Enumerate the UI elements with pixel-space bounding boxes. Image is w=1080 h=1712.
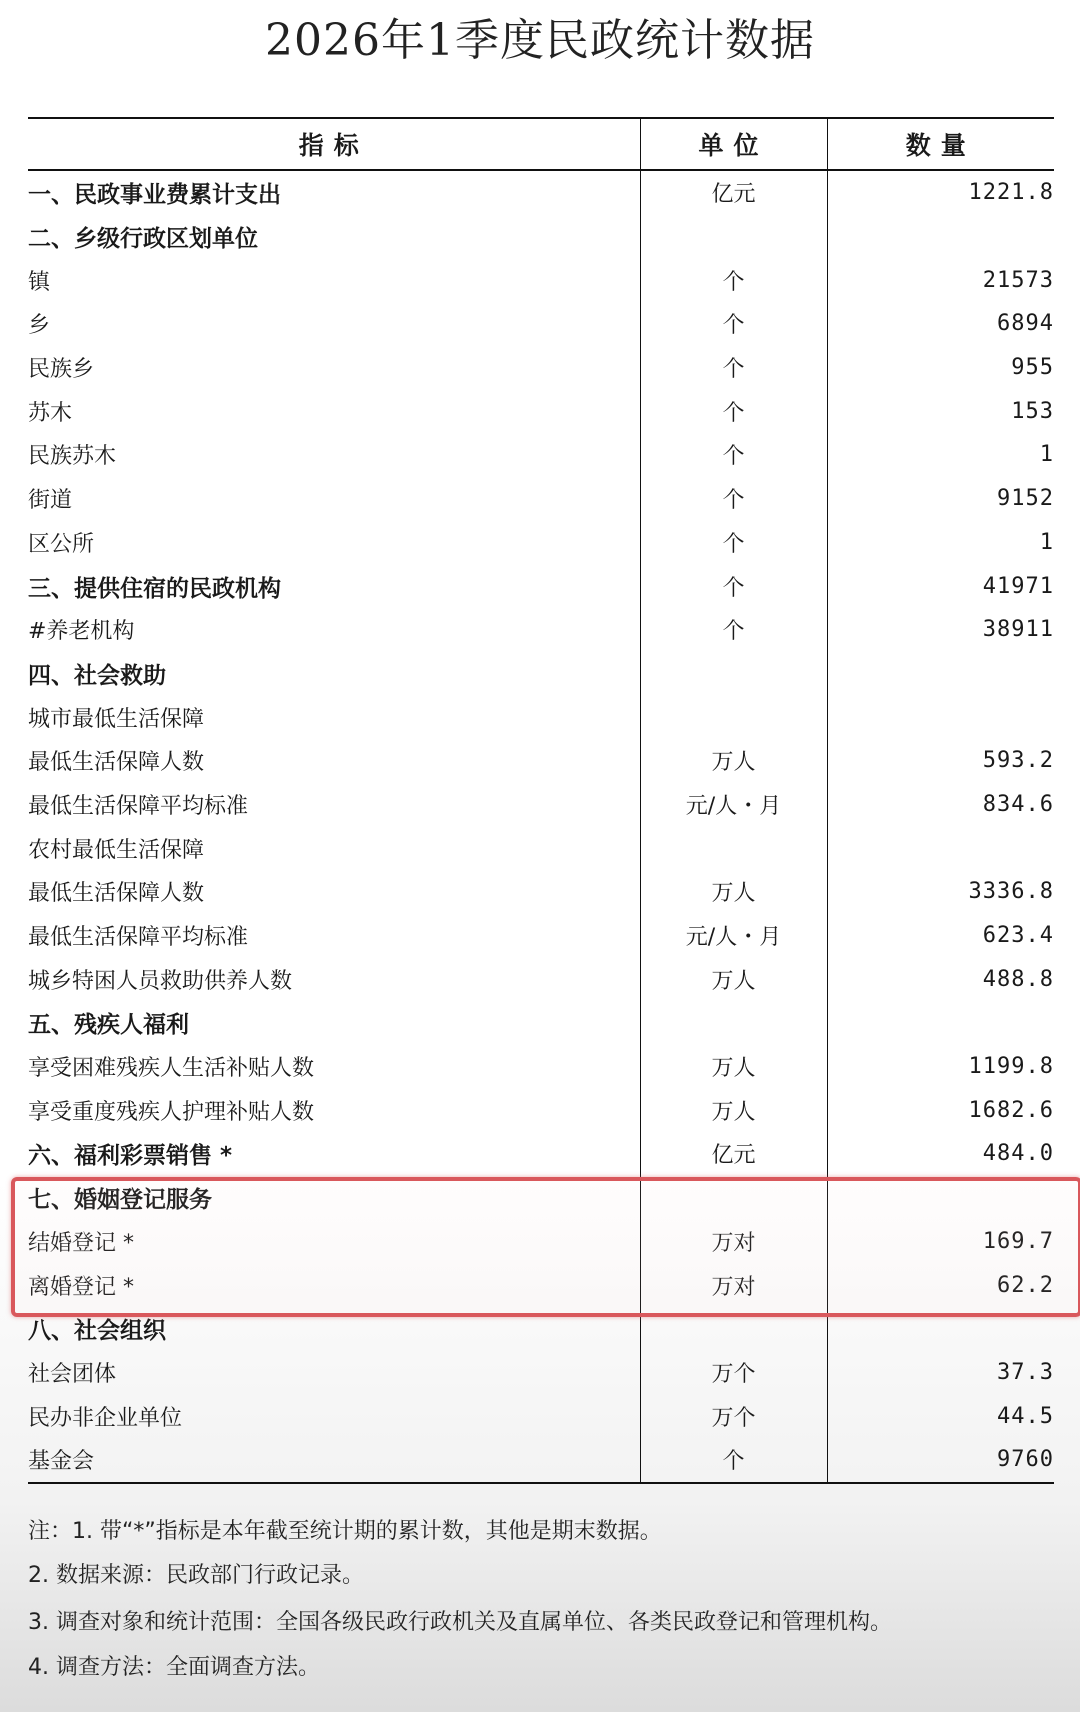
table-row (28, 957, 1054, 1001)
header-unit: 单位 (640, 118, 827, 170)
table-row (28, 826, 1054, 870)
table-row (28, 652, 1054, 696)
indicator-cell: 农村最低生活保障 (28, 837, 205, 863)
indicator-cell: 最低生活保障人数 (28, 881, 205, 907)
unit-cell: 万对 (640, 1263, 827, 1307)
page-title: 2026年1季度民政统计数据 (265, 15, 815, 66)
value-cell: 1 (827, 433, 1054, 477)
value-cell: 62.2 (827, 1263, 1054, 1307)
unit-cell (640, 1307, 827, 1351)
table-body (28, 170, 1054, 1483)
table-row (28, 477, 1054, 521)
indicator-cell: 城市最低生活保障 (28, 706, 205, 732)
unit-cell (640, 1176, 827, 1220)
value-cell (827, 1307, 1054, 1351)
table-row (28, 564, 1054, 608)
indicator-cell: 二、乡级行政区划单位 (28, 226, 258, 253)
value-cell (827, 1001, 1054, 1045)
unit-cell: 个 (640, 564, 827, 608)
unit-cell (640, 826, 827, 870)
value-cell: 593.2 (827, 739, 1054, 783)
value-cell (827, 695, 1054, 739)
header-indicator: 指标 (28, 118, 640, 170)
indicator-cell: 最低生活保障平均标准 (28, 925, 249, 951)
indicator-cell: 一、民政事业费累计支出 (28, 182, 281, 209)
header-amount: 数量 (827, 118, 1054, 170)
value-cell: 484.0 (827, 1132, 1054, 1176)
table-row (28, 1176, 1054, 1220)
value-cell: 37.3 (827, 1351, 1054, 1395)
table-row (28, 302, 1054, 346)
table-row (28, 1307, 1054, 1351)
unit-cell: 万个 (640, 1351, 827, 1395)
table-row (28, 1001, 1054, 1045)
value-cell (827, 1176, 1054, 1220)
table-row (28, 1088, 1054, 1132)
table-row (28, 870, 1054, 914)
table-row (28, 608, 1054, 652)
unit-cell: 亿元 (640, 170, 827, 215)
value-cell: 41971 (827, 564, 1054, 608)
table-row (28, 521, 1054, 565)
unit-cell: 亿元 (640, 1132, 827, 1176)
indicator-cell: 六、福利彩票销售 * (28, 1143, 233, 1170)
value-cell (827, 826, 1054, 870)
table-row (28, 1438, 1054, 1483)
unit-cell (640, 215, 827, 259)
value-cell: 38911 (827, 608, 1054, 652)
value-cell: 153 (827, 389, 1054, 433)
value-cell (827, 215, 1054, 259)
table-row (28, 1263, 1054, 1307)
table-header-row (28, 118, 1054, 170)
table-row (28, 1132, 1054, 1176)
value-cell: 1199.8 (827, 1045, 1054, 1089)
indicator-cell: 基金会 (28, 1449, 95, 1475)
indicator-cell: 民族乡 (28, 357, 95, 383)
unit-cell: 万人 (640, 957, 827, 1001)
unit-cell: 个 (640, 302, 827, 346)
unit-cell: 个 (640, 477, 827, 521)
indicator-cell: 苏木 (28, 400, 73, 426)
unit-cell: 个 (640, 258, 827, 302)
note-3: 3. 调查对象和统计范围：全国各级民政行政机关及直属单位、各类民政登记和管理机构。 (28, 1610, 892, 1635)
value-cell: 1 (827, 521, 1054, 565)
indicator-cell: 离婚登记 * (28, 1274, 134, 1300)
value-cell: 834.6 (827, 783, 1054, 827)
table-row (28, 346, 1054, 390)
unit-cell (640, 695, 827, 739)
unit-cell: 万人 (640, 1088, 827, 1132)
value-cell: 623.4 (827, 914, 1054, 958)
indicator-cell: 街道 (28, 488, 73, 514)
table-row (28, 215, 1054, 259)
table-row (28, 258, 1054, 302)
indicator-cell: 城乡特困人员救助供养人数 (28, 968, 293, 994)
indicator-cell: 最低生活保障平均标准 (28, 793, 249, 819)
table-row (28, 739, 1054, 783)
table-row (28, 783, 1054, 827)
value-cell: 955 (827, 346, 1054, 390)
value-cell: 44.5 (827, 1394, 1054, 1438)
unit-cell (640, 1001, 827, 1045)
indicator-cell: 享受困难残疾人生活补贴人数 (28, 1056, 315, 1082)
unit-cell: 元/人・月 (640, 914, 827, 958)
value-cell: 488.8 (827, 957, 1054, 1001)
unit-cell: 元/人・月 (640, 783, 827, 827)
unit-cell: 万人 (640, 1045, 827, 1089)
indicator-cell: 八、社会组织 (28, 1318, 166, 1345)
table-row (28, 1351, 1054, 1395)
table-row (28, 433, 1054, 477)
indicator-cell: 乡 (28, 313, 51, 339)
indicator-cell: 民办非企业单位 (28, 1405, 183, 1431)
table-row (28, 389, 1054, 433)
indicator-cell: 四、社会救助 (28, 662, 166, 689)
table-row (28, 1394, 1054, 1438)
value-cell: 9152 (827, 477, 1054, 521)
value-cell: 3336.8 (827, 870, 1054, 914)
statistics-table (28, 117, 1054, 1484)
indicator-cell: 最低生活保障人数 (28, 750, 205, 776)
indicator-cell: 七、婚姻登记服务 (28, 1187, 212, 1214)
table-row (28, 1045, 1054, 1089)
indicator-cell: 民族苏木 (28, 444, 117, 470)
unit-cell: 个 (640, 521, 827, 565)
indicator-cell: 三、提供住宿的民政机构 (28, 575, 281, 602)
indicator-cell: 区公所 (28, 531, 95, 557)
note-1: 注：1. 带“*”指标是本年截至统计期的累计数，其他是期末数据。 (28, 1519, 662, 1544)
unit-cell: 个 (640, 346, 827, 390)
unit-cell: 万人 (640, 739, 827, 783)
unit-cell: 个 (640, 389, 827, 433)
indicator-cell: 镇 (28, 269, 51, 295)
unit-cell: 个 (640, 608, 827, 652)
note-2: 2. 数据来源：民政部门行政记录。 (28, 1563, 364, 1588)
value-cell (827, 652, 1054, 696)
indicator-cell: 享受重度残疾人护理补贴人数 (28, 1099, 315, 1125)
unit-cell: 万人 (640, 870, 827, 914)
unit-cell (640, 652, 827, 696)
table-row (28, 695, 1054, 739)
note-4: 4. 调查方法：全面调查方法。 (28, 1655, 320, 1680)
value-cell: 6894 (827, 302, 1054, 346)
unit-cell: 个 (640, 1438, 827, 1483)
indicator-cell: #养老机构 (28, 619, 135, 645)
unit-cell: 个 (640, 433, 827, 477)
value-cell: 1221.8 (827, 170, 1054, 215)
indicator-cell: 社会团体 (28, 1361, 117, 1387)
indicator-cell: 结婚登记 * (28, 1230, 134, 1256)
value-cell: 9760 (827, 1438, 1054, 1483)
unit-cell: 万个 (640, 1394, 827, 1438)
value-cell: 21573 (827, 258, 1054, 302)
value-cell: 169.7 (827, 1220, 1054, 1264)
unit-cell: 万对 (640, 1220, 827, 1264)
table-row (28, 914, 1054, 958)
table-row (28, 1220, 1054, 1264)
value-cell: 1682.6 (827, 1088, 1054, 1132)
indicator-cell: 五、残疾人福利 (28, 1012, 189, 1039)
table-row (28, 170, 1054, 215)
